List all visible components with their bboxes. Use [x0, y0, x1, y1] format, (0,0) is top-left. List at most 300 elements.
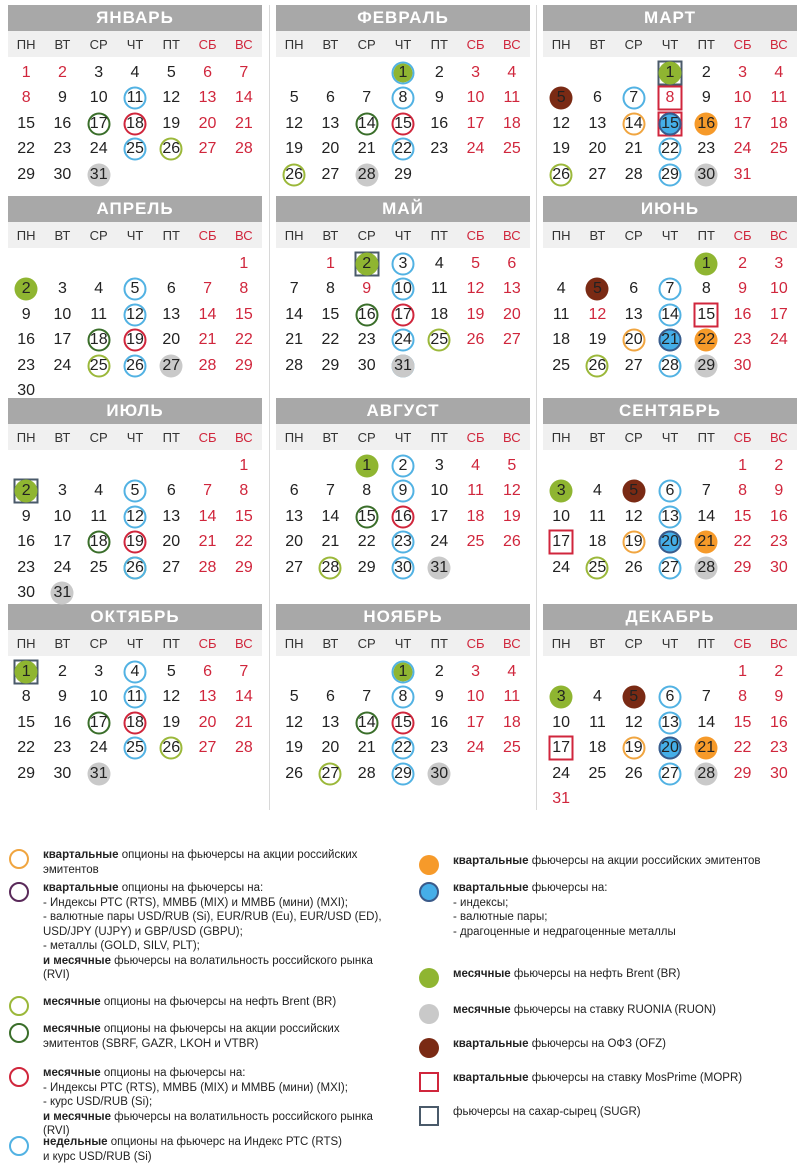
day-cell — [724, 685, 760, 711]
day-cell — [44, 736, 80, 762]
day-cell — [8, 137, 44, 163]
day-cell — [616, 761, 652, 787]
day-cell — [276, 86, 312, 112]
weekday-header — [276, 630, 530, 656]
weekday-header — [276, 222, 530, 248]
day-cell — [724, 736, 760, 762]
day-number: 19 — [285, 140, 304, 158]
day-cell — [543, 86, 579, 112]
weekday-label: СР — [357, 227, 376, 243]
day-number: 2 — [362, 254, 372, 272]
month-title: ОКТЯБРЬ — [8, 604, 262, 630]
day-cell — [226, 453, 262, 479]
weekday-label: ВС — [503, 36, 521, 52]
weekday-label: ЧТ — [661, 36, 679, 52]
day-cell — [616, 277, 652, 303]
empty-cell — [579, 251, 615, 277]
month-4 — [8, 196, 262, 404]
day-cell — [761, 530, 797, 556]
day-cell — [153, 710, 189, 736]
day-number: 15 — [733, 713, 752, 731]
weekday-label: ПН — [16, 36, 36, 52]
day-cell — [421, 530, 457, 556]
day-number: 22 — [357, 533, 376, 551]
day-number: 2 — [21, 482, 31, 500]
day-number: 18 — [588, 739, 607, 757]
day-cell — [724, 137, 760, 163]
day-number: 29 — [733, 558, 752, 576]
day-cell — [8, 530, 44, 556]
day-cell — [349, 111, 385, 137]
day-cell — [688, 251, 724, 277]
day-number: 12 — [285, 114, 304, 132]
day-number: 25 — [502, 739, 521, 757]
empty-cell — [117, 453, 153, 479]
day-cell — [81, 86, 117, 112]
month-7 — [8, 398, 262, 606]
day-number: 26 — [624, 558, 643, 576]
weekday-label: СР — [624, 429, 643, 445]
day-number: 24 — [89, 140, 108, 158]
day-cell — [226, 353, 262, 379]
day-number: 20 — [162, 533, 181, 551]
day-cell — [8, 277, 44, 303]
legend-bold: квартальные — [453, 882, 529, 894]
day-number: 24 — [430, 533, 449, 551]
day-number: 11 — [503, 89, 521, 107]
day-cell — [81, 659, 117, 685]
day-number: 2 — [701, 63, 711, 81]
day-number: 10 — [430, 482, 449, 500]
day-number: 12 — [502, 482, 521, 500]
day-cell — [153, 86, 189, 112]
day-cell — [761, 453, 797, 479]
legend-text: опционы на фьючерс на Индекс РТС (RTS) и курс USD/RUB (Si) — [43, 1136, 343, 1163]
day-cell — [226, 251, 262, 277]
day-cell — [652, 328, 688, 354]
weekday-label: ПН — [284, 227, 304, 243]
day-number: 12 — [466, 280, 485, 298]
day-cell — [153, 137, 189, 163]
day-number: 19 — [162, 114, 181, 132]
empty-cell — [543, 659, 579, 685]
day-number: 14 — [285, 305, 304, 323]
day-number: 21 — [285, 331, 304, 349]
legend-item — [43, 848, 423, 877]
weekday-label: СР — [357, 429, 376, 445]
green-legend-icon — [419, 968, 439, 988]
day-number: 26 — [162, 140, 181, 158]
weekday-label: ПН — [16, 635, 36, 651]
day-number: 18 — [430, 305, 449, 323]
empty-cell — [312, 453, 348, 479]
legend-item — [43, 881, 423, 983]
weekday-label: ПТ — [697, 635, 715, 651]
day-number: 18 — [502, 713, 521, 731]
legend-text: фьючерсы на ставку MosPrime (MOPR) — [528, 1072, 743, 1084]
day-cell — [189, 353, 225, 379]
day-cell — [349, 685, 385, 711]
weekday-header — [8, 424, 262, 450]
day-number: 20 — [321, 140, 340, 158]
legend-bold: месячные — [43, 1067, 101, 1079]
day-number: 3 — [556, 482, 566, 500]
day-number: 22 — [394, 739, 412, 757]
day-cell — [117, 504, 153, 530]
day-number: 29 — [234, 356, 253, 374]
day-cell — [761, 761, 797, 787]
day-cell — [189, 86, 225, 112]
day-cell — [226, 328, 262, 354]
day-number: 6 — [203, 63, 213, 81]
day-number: 9 — [57, 89, 67, 107]
day-cell — [652, 302, 688, 328]
day-cell — [579, 277, 615, 303]
day-cell — [761, 251, 797, 277]
day-number: 9 — [21, 305, 31, 323]
day-cell — [421, 277, 457, 303]
weekday-label: СР — [624, 36, 643, 52]
weekday-label: ПТ — [162, 36, 180, 52]
weekday-label: ВТ — [589, 227, 606, 243]
legend-bold: квартальные — [453, 1072, 529, 1084]
day-cell — [761, 685, 797, 711]
day-number: 14 — [357, 713, 376, 731]
day-number: 8 — [325, 280, 335, 298]
weekday-label: ВТ — [54, 429, 71, 445]
day-cell — [688, 555, 724, 581]
day-number: 29 — [17, 764, 36, 782]
day-number: 7 — [362, 688, 372, 706]
day-cell — [457, 659, 493, 685]
day-number: 10 — [552, 507, 571, 525]
days-grid — [8, 453, 262, 606]
day-cell — [226, 736, 262, 762]
day-cell — [543, 504, 579, 530]
day-number: 13 — [588, 114, 607, 132]
day-number: 11 — [126, 688, 144, 706]
weekday-label: СБ — [733, 429, 752, 445]
day-cell — [44, 328, 80, 354]
empty-cell — [349, 659, 385, 685]
day-number: 14 — [624, 114, 643, 132]
day-number: 30 — [430, 764, 449, 782]
day-number: 30 — [17, 382, 36, 400]
weekday-label: ПТ — [430, 36, 448, 52]
weekday-label: ПН — [16, 429, 36, 445]
day-number: 25 — [466, 533, 485, 551]
day-number: 13 — [321, 713, 340, 731]
day-cell — [385, 111, 421, 137]
day-cell — [349, 479, 385, 505]
day-cell — [616, 479, 652, 505]
weekday-label: СР — [89, 36, 108, 52]
weekday-label: ПТ — [162, 635, 180, 651]
day-cell — [226, 137, 262, 163]
day-cell — [385, 504, 421, 530]
weekday-label: ПН — [284, 36, 304, 52]
day-number: 4 — [507, 662, 517, 680]
day-number: 27 — [321, 165, 340, 183]
day-number: 17 — [53, 331, 72, 349]
day-cell — [579, 162, 615, 188]
day-cell — [494, 736, 530, 762]
day-cell — [81, 328, 117, 354]
day-cell — [349, 761, 385, 787]
day-cell — [421, 736, 457, 762]
day-cell — [349, 504, 385, 530]
day-number: 3 — [94, 63, 104, 81]
day-cell — [457, 736, 493, 762]
day-number: 19 — [466, 305, 485, 323]
day-cell — [457, 251, 493, 277]
day-cell — [117, 302, 153, 328]
days-grid — [543, 659, 797, 812]
day-cell — [153, 277, 189, 303]
weekday-label: ЧТ — [394, 429, 412, 445]
day-number: 11 — [90, 305, 107, 323]
day-number: 3 — [471, 662, 481, 680]
day-number: 14 — [198, 305, 217, 323]
day-number: 2 — [57, 63, 67, 81]
weekday-label: ВТ — [322, 635, 339, 651]
day-cell — [44, 111, 80, 137]
day-number: 9 — [774, 482, 784, 500]
day-cell — [385, 162, 421, 188]
day-number: 27 — [624, 356, 643, 374]
day-cell — [44, 581, 80, 607]
day-number: 5 — [592, 280, 602, 298]
weekday-label: ВТ — [322, 227, 339, 243]
day-cell — [688, 504, 724, 530]
month-title: ИЮЛЬ — [8, 398, 262, 424]
day-cell — [81, 530, 117, 556]
day-number: 28 — [234, 739, 253, 757]
day-number: 31 — [394, 356, 412, 374]
weekday-header — [543, 424, 797, 450]
empty-cell — [8, 251, 44, 277]
day-cell — [421, 302, 457, 328]
day-cell — [276, 685, 312, 711]
legend-text: опционы на фьючерсы на: - Индексы РТС (RTS), ММВБ (MIX) и ММВБ (мини) (MXI); - валютные пары USD/RUB (Si), EUR/RUB (Eu), EUR/USD (ED), USD/JPY (UJPY) и GBP/USD (GBPU); - металлы (GOLD, SILV, PLT); — [43, 882, 382, 952]
day-cell — [81, 162, 117, 188]
day-cell — [457, 137, 493, 163]
day-cell — [579, 111, 615, 137]
day-number: 9 — [738, 280, 748, 298]
day-number: 21 — [321, 533, 340, 551]
day-cell — [117, 736, 153, 762]
day-cell — [494, 685, 530, 711]
empty-cell — [616, 60, 652, 86]
day-cell — [117, 353, 153, 379]
day-cell — [44, 761, 80, 787]
day-number: 3 — [57, 280, 67, 298]
olive-legend-icon — [9, 996, 29, 1016]
day-number: 6 — [507, 254, 517, 272]
day-number: 26 — [502, 533, 521, 551]
day-cell — [724, 761, 760, 787]
day-number: 23 — [697, 140, 716, 158]
day-number: 29 — [697, 356, 716, 374]
day-cell — [44, 555, 80, 581]
day-cell — [81, 137, 117, 163]
day-cell — [494, 137, 530, 163]
day-number: 18 — [466, 507, 485, 525]
weekday-label: ПТ — [430, 429, 448, 445]
day-number: 28 — [357, 165, 376, 183]
weekday-label: ВТ — [54, 227, 71, 243]
day-number: 9 — [774, 688, 784, 706]
day-cell — [385, 710, 421, 736]
day-number: 20 — [502, 305, 521, 323]
day-number: 31 — [89, 165, 108, 183]
day-cell — [349, 162, 385, 188]
day-cell — [543, 555, 579, 581]
day-number: 11 — [126, 89, 144, 107]
day-number: 12 — [624, 507, 643, 525]
day-number: 31 — [430, 558, 449, 576]
day-number: 17 — [89, 713, 108, 731]
month-2 — [276, 5, 530, 188]
day-number: 15 — [661, 114, 679, 132]
empty-cell — [276, 251, 312, 277]
day-number: 6 — [592, 89, 602, 107]
day-cell — [579, 761, 615, 787]
day-number: 19 — [624, 533, 643, 551]
day-number: 4 — [592, 482, 602, 500]
day-number: 8 — [738, 688, 748, 706]
day-number: 22 — [17, 140, 36, 158]
day-number: 9 — [398, 482, 408, 500]
day-number: 18 — [502, 114, 521, 132]
day-number: 16 — [357, 305, 376, 323]
legend-item — [453, 967, 800, 982]
day-number: 11 — [589, 507, 606, 525]
day-number: 5 — [507, 456, 517, 474]
day-number: 1 — [239, 254, 249, 272]
day-cell — [276, 555, 312, 581]
day-number: 23 — [769, 533, 788, 551]
day-number: 23 — [17, 558, 36, 576]
weekday-header — [8, 31, 262, 57]
day-cell — [616, 685, 652, 711]
legend-text: фьючерсы на сахар-сырец (SUGR) — [453, 1106, 641, 1118]
day-cell — [724, 659, 760, 685]
day-cell — [44, 685, 80, 711]
weekday-label: ПН — [551, 429, 571, 445]
day-cell — [652, 555, 688, 581]
day-number: 11 — [770, 89, 788, 107]
empty-cell — [276, 60, 312, 86]
day-cell — [652, 277, 688, 303]
day-number: 19 — [552, 140, 571, 158]
day-cell — [226, 504, 262, 530]
day-number: 6 — [166, 482, 176, 500]
day-number: 30 — [769, 764, 788, 782]
day-number: 4 — [471, 456, 481, 474]
day-cell — [226, 555, 262, 581]
day-cell — [81, 277, 117, 303]
day-number: 12 — [588, 305, 607, 323]
day-cell — [8, 736, 44, 762]
day-number: 9 — [701, 89, 711, 107]
day-cell — [117, 530, 153, 556]
weekday-label: ЧТ — [394, 227, 412, 243]
weekday-label: СБ — [733, 36, 752, 52]
day-number: 30 — [53, 764, 72, 782]
day-number: 20 — [198, 114, 217, 132]
empty-cell — [579, 60, 615, 86]
day-number: 15 — [234, 305, 253, 323]
day-number: 28 — [198, 558, 217, 576]
day-cell — [688, 277, 724, 303]
day-cell — [457, 86, 493, 112]
day-number: 4 — [592, 688, 602, 706]
day-number: 31 — [733, 165, 752, 183]
month-9 — [543, 398, 797, 581]
month-5 — [276, 196, 530, 379]
day-cell — [8, 111, 44, 137]
days-grid — [8, 251, 262, 404]
day-cell — [276, 479, 312, 505]
day-number: 17 — [89, 114, 108, 132]
day-number: 27 — [162, 356, 181, 374]
day-number: 3 — [434, 456, 444, 474]
day-number: 30 — [769, 558, 788, 576]
day-number: 1 — [398, 662, 408, 680]
day-number: 16 — [697, 114, 716, 132]
day-number: 30 — [394, 558, 412, 576]
day-cell — [652, 137, 688, 163]
legend-text: фьючерсы на волатильность российского рынка (RVI) — [43, 954, 373, 981]
day-number: 2 — [434, 63, 444, 81]
day-number: 3 — [738, 63, 748, 81]
month-title: МАЙ — [276, 196, 530, 222]
day-cell — [421, 761, 457, 787]
day-cell — [385, 453, 421, 479]
day-number: 29 — [394, 165, 412, 183]
month-11 — [276, 604, 530, 787]
day-number: 13 — [198, 89, 217, 107]
day-cell — [276, 761, 312, 787]
day-number: 25 — [769, 140, 788, 158]
day-cell — [312, 530, 348, 556]
day-cell — [543, 787, 579, 813]
day-number: 4 — [94, 280, 104, 298]
day-number: 12 — [126, 507, 144, 525]
day-cell — [688, 736, 724, 762]
day-cell — [494, 453, 530, 479]
day-number: 5 — [166, 662, 176, 680]
days-grid — [276, 453, 530, 581]
day-cell — [349, 530, 385, 556]
weekday-label: ВТ — [54, 36, 71, 52]
weekday-label: ЧТ — [661, 429, 679, 445]
empty-cell — [8, 453, 44, 479]
day-cell — [421, 60, 457, 86]
weekday-label: ВТ — [589, 429, 606, 445]
day-number: 19 — [126, 533, 144, 551]
month-title: ФЕВРАЛЬ — [276, 5, 530, 31]
day-cell — [543, 302, 579, 328]
day-cell — [44, 710, 80, 736]
day-number: 16 — [17, 533, 36, 551]
weekday-label: СБ — [198, 227, 217, 243]
day-cell — [494, 60, 530, 86]
day-cell — [724, 251, 760, 277]
day-number: 21 — [697, 739, 716, 757]
day-number: 1 — [738, 662, 748, 680]
